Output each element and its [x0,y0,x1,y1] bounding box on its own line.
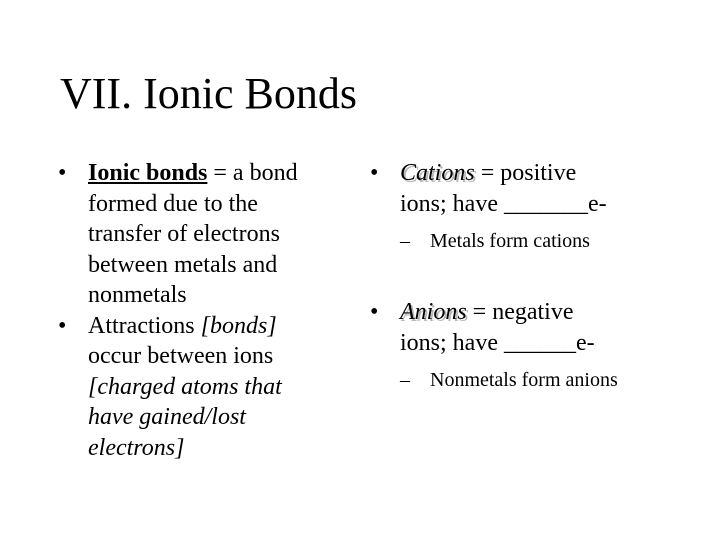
term-cations: Cations [400,160,475,186]
bullet-line: have gained/lost [88,404,246,430]
bullet-line: nonmetals [88,282,187,308]
sub-bullet-nonmetals [370,368,710,392]
definition-text: = negative [466,299,574,325]
bullet-line [88,158,358,189]
bullet-line: ions; have ______e- [400,329,595,356]
sub-bullet-text: Nonmetals form anions [430,369,618,391]
bullet-line: ions; have _______e- [400,190,607,217]
term-ionic-bonds: Ionic bonds [88,160,208,186]
bullet-line: transfer of electrons [88,221,280,247]
bullet-dot: • [58,312,67,339]
bonds-italic: [bonds] [200,312,277,339]
bullet-line: between metals and [88,251,278,278]
bullet-ionic-bonds [58,158,358,311]
sub-bullet-dash: – [400,230,410,252]
left-column [58,158,358,463]
bullet-dot: • [370,160,379,186]
bullet-line: formed due to the [88,190,258,217]
sub-bullet-metals [370,229,710,253]
bullet-line [88,311,358,342]
slide-title: VII. Ionic Bonds [60,69,357,118]
definition-text: = positive [474,160,577,186]
bullet-dot: • [370,299,379,325]
term-anions: Anions [400,299,467,325]
bullet-line [400,297,710,328]
sub-bullet-dash: – [400,369,410,391]
definition-text: = a bond [207,160,298,186]
bullet-line: [charged atoms that [88,373,282,400]
bullet-line: electrons] [88,434,185,461]
bullet-dot: • [58,160,67,186]
bullet-line [400,158,710,189]
right-column [370,158,710,392]
bullet-attractions [58,311,358,464]
bullet-line: occur between ions [88,343,274,369]
bullet-cations [370,158,710,219]
sub-bullet-text: Metals form cations [430,230,590,252]
bullet-anions [370,297,710,358]
attractions-text: Attractions [88,312,201,339]
